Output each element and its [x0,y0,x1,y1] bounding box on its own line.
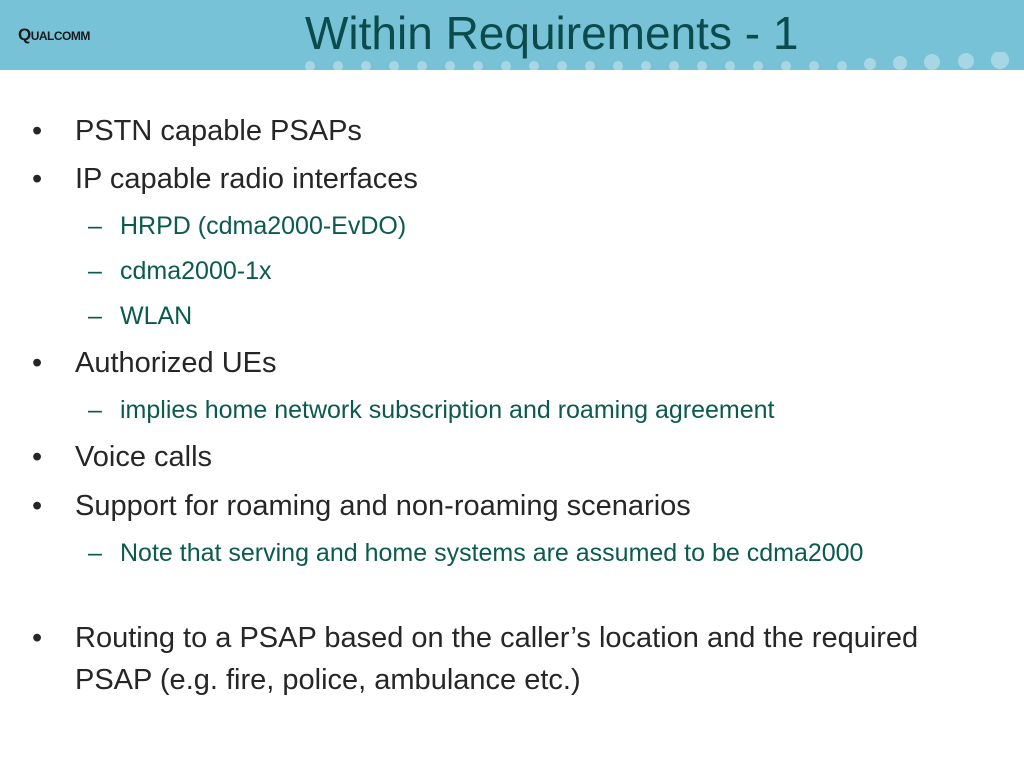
sub-bullet-text: cdma2000-1x [120,257,272,285]
dash-icon: – [88,257,102,285]
qualcomm-logo [18,25,130,51]
bullet-dot-icon: • [32,622,43,654]
sub-bullet-text: HRPD (cdma2000-EvDO) [120,212,407,240]
sub-bullet-text: WLAN [120,302,193,330]
bullet-text: Routing to a PSAP based on the caller’s location and the required PSAP (e.g. fire, police, ambulance etc.) [75,622,919,696]
bullet-dot-icon: • [32,441,43,473]
dash-icon: – [88,212,102,240]
bullet-dot-icon: • [32,115,43,147]
bullet-text: Voice calls [75,441,213,473]
dash-icon: – [88,539,102,567]
bullet-text: PSTN capable PSAPs [75,115,362,147]
bullet-dot-icon: • [32,347,43,379]
bullet-dot-icon: • [32,490,43,522]
sub-bullet-text: implies home network subscription and roaming agreement [120,396,775,424]
slide-title: Within Requirements - 1 [305,7,799,59]
bullet-text: IP capable radio interfaces [75,163,418,195]
bullet-dot-icon: • [32,163,43,195]
bullet-text: Support for roaming and non-roaming scenarios [75,490,691,522]
bullet-text: Authorized UEs [75,347,277,379]
dash-icon: – [88,396,102,424]
logo-text: Qualcomm [18,25,90,44]
dash-icon: – [88,302,102,330]
header-band [0,0,1024,70]
sub-bullet-text: Note that serving and home systems are assumed to be cdma2000 [120,539,864,567]
